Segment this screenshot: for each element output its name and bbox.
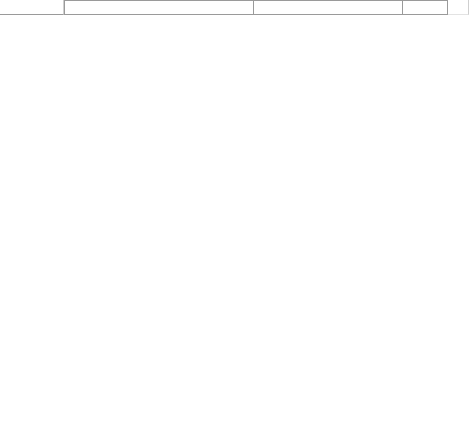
header-item-cell[interactable] bbox=[64, 0, 254, 15]
header-row bbox=[0, 0, 469, 15]
header-dates-cell[interactable] bbox=[254, 0, 403, 15]
header-blank-cell[interactable] bbox=[0, 0, 64, 15]
header-cost-cell[interactable] bbox=[403, 0, 448, 15]
header-extra-cell[interactable] bbox=[448, 0, 469, 15]
